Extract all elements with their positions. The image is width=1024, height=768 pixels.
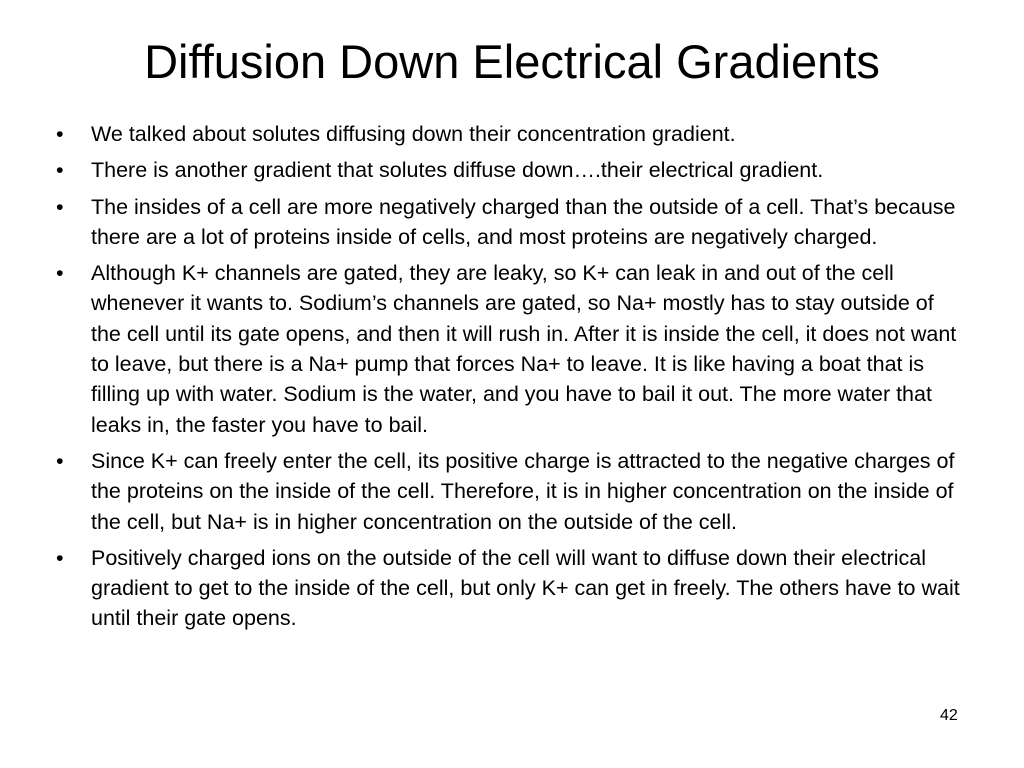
bullet-marker: • bbox=[56, 122, 64, 146]
bullet-item bbox=[56, 446, 961, 537]
slide-title: Diffusion Down Electrical Gradients bbox=[144, 35, 880, 88]
bullet-text: Positively charged ions on the outside of the cell will want to diffuse down their electrical gradient to get to the inside of the cell, but only K+ can get in freely. The others have to wait until their gate opens. bbox=[91, 545, 960, 631]
bullet-item bbox=[56, 543, 961, 634]
bullet-list bbox=[56, 119, 961, 640]
bullet-text: Although K+ channels are gated, they are leaky, so K+ can leak in and out of the cell whenever it wants to. Sodium’s channels are gated, so Na+ mostly has to stay outside of the cell until its gate opens, and then it will rush in. After it is inside the cell, it does not want to leave, but there is a Na+ pump that forces Na+ to leave. It is like having a boat that is filling up with water. Sodium is the water, and you have to bail it out. The more water that leaks in, the faster you have to bail. bbox=[91, 261, 957, 437]
bullet-text: We talked about solutes diffusing down their concentration gradient. bbox=[91, 122, 736, 146]
bullet-marker: • bbox=[56, 545, 64, 570]
slide-number: 42 bbox=[940, 707, 958, 724]
bullet-marker: • bbox=[56, 194, 64, 219]
bullet-item bbox=[56, 192, 961, 253]
bullet-item bbox=[56, 155, 961, 185]
bullet-marker: • bbox=[56, 158, 64, 183]
bullet-text: There is another gradient that solutes diffuse down….their electrical gradient. bbox=[91, 158, 824, 183]
bullet-text: Since K+ can freely enter the cell, its positive charge is attracted to the negative charges of the proteins on the inside of the cell. Therefore, it is in higher concentration on the inside of the cell, but Na+ is in higher concentration on the outside of the cell. bbox=[91, 448, 955, 534]
bullet-item bbox=[56, 258, 961, 440]
bullet-marker: • bbox=[56, 261, 64, 286]
bullet-marker: • bbox=[56, 448, 64, 473]
bullet-text: The insides of a cell are more negatively charged than the outside of a cell. That’s because there are a lot of proteins inside of cells, and most proteins are negatively charged. bbox=[91, 194, 956, 249]
bullet-item bbox=[56, 119, 961, 149]
